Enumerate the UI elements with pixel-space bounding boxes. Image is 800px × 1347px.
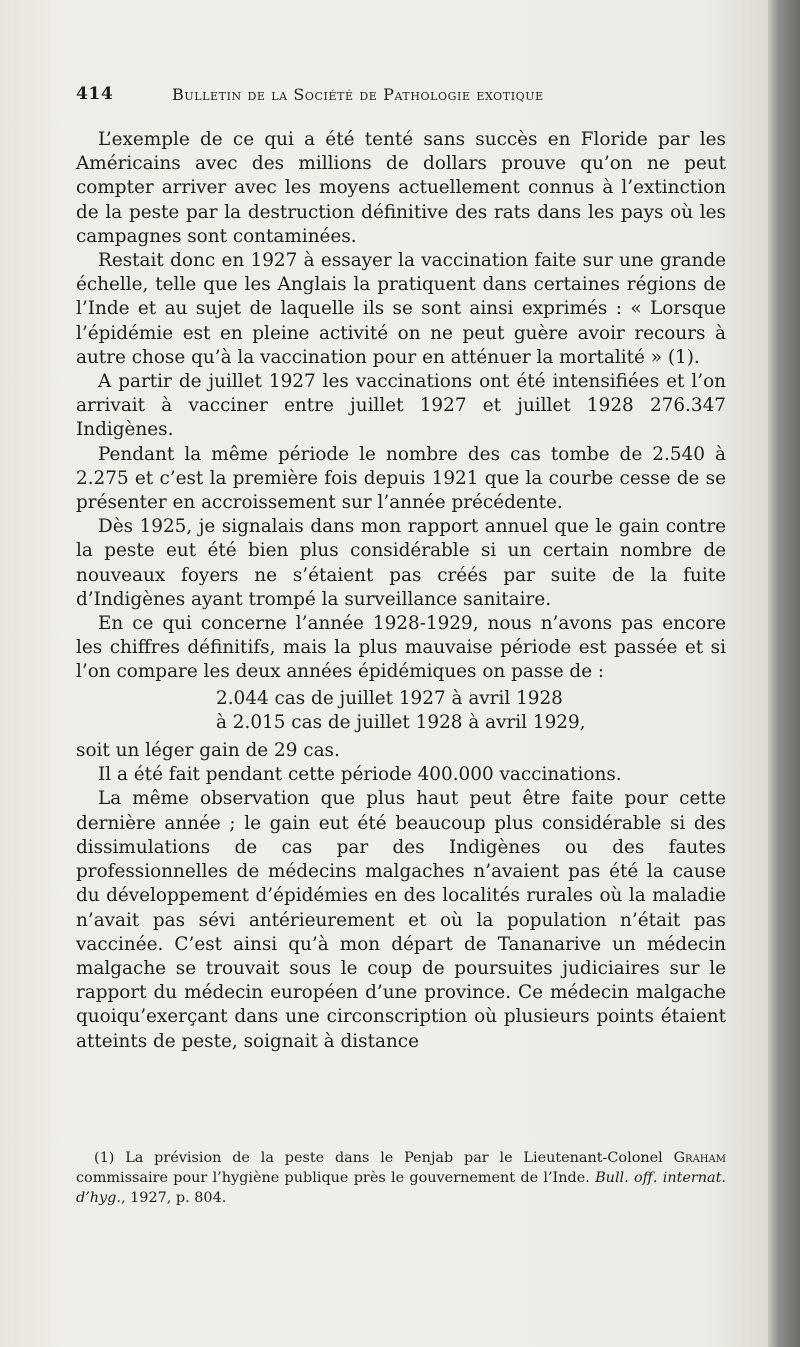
- paragraph-vaccinations-intensified: A partir de juillet 1927 les vaccinations ont été intensifiées et l’on arrivait à vacciner entre juillet 1927 et juillet 1928 276.347 Indigènes.: [76, 371, 726, 441]
- paragraph-observation: La même observation que plus haut peut être faite pour cette dernière année ; le gain eut été beaucoup plus considérable si des dissimulations de cas par des Indigènes ou des fautes professionnelles de médecins malgaches n’avaient pas été la cause du développement d’épidémies en des localités rurales où la maladie n’avait pas sévi antérieurement et où la population n’était pas vaccinée. C’est ainsi qu’à mon départ de Tananarive un médecin malgache se trouvait sous le coup de poursuites judiciaires sur le rapport du médecin européen d’une province. Ce médecin malgache quoiqu’exerçant dans une circonscription où plusieurs points étaient atteints de peste, soignait à distance: [76, 788, 726, 1052]
- paragraph-vaccination-count: Il a été fait pendant cette période 400.000 vaccinations.: [98, 764, 622, 786]
- running-title: Bulletin de la Société de Pathologie exotique: [172, 85, 544, 104]
- footnote-journal: Bull. off. internat. d’hyg.: [76, 1170, 726, 1206]
- footnote-reference: , 1927, p. 804.: [120, 1190, 227, 1206]
- footnote-text: [76, 1148, 726, 1208]
- paragraph-vaccination-1927: Restait donc en 1927 à essayer la vaccination faite sur une grande échelle, telle que les Anglais la pratiquent dans certaines régions de l’Inde et au sujet de laquelle ils se sont ainsi exprimés : « Lorsque l’épidémie est en pleine activité on ne peut guère avoir recours à autre chose qu’à la vaccination pour en atténuer la mortalité » (1).: [76, 250, 726, 368]
- page-header: [76, 84, 726, 108]
- paragraph-florida: L’exemple de ce qui a été tenté sans succès en Floride par les Américains avec des millions de dollars prouve qu’on ne peut compter arriver avec les moyens actuellement connus à l’extinction de la peste par la destruction définitive des rats dans les pays où les campagnes sont contaminées.: [76, 129, 726, 247]
- footnote-marker: (1): [94, 1150, 115, 1166]
- paragraph-case-decline: Pendant la même période le nombre des cas tombe de 2.540 à 2.275 et c’est la première fois depuis 1921 que la courbe cesse de se présenter en accroissement sur l’année précédente.: [76, 443, 726, 514]
- paragraph-1925-report: Dès 1925, je signalais dans mon rapport annuel que le gain contre la peste eut été bien plus considérable si un certain nombre de nouveaux foyers ne s’étaient pas créés par suite de la fuite d’Indigènes ayant trompé la surveillance sanitaire.: [76, 516, 726, 610]
- paragraph-gain: soit un léger gain de 29 cas.: [76, 740, 340, 762]
- footnote-author: Graham: [673, 1150, 726, 1166]
- footnote-role: commissaire pour l’hygiène publique près le gouvernement de l’Inde.: [76, 1170, 590, 1186]
- case-comparison: [76, 687, 726, 735]
- footnote-title: La prévision de la peste dans le Penjab par le Lieutenant-Colonel: [125, 1150, 663, 1166]
- body-text: [76, 128, 726, 1054]
- footnote: [76, 1148, 726, 1208]
- page-number: 414: [76, 84, 114, 104]
- paragraph-1928-1929: En ce qui concerne l’année 1928-1929, nous n’avons pas encore les chiffres définitifs, mais la plus mauvaise période est passée et si l’on compare les deux années épidémiques on passe de :: [76, 613, 726, 683]
- cases-1927-1928: 2.044 cas de juillet 1927 à avril 1928: [216, 687, 563, 709]
- cases-1928-1929: à 2.015 cas de juillet 1928 à avril 1929,: [216, 711, 586, 733]
- page-edge-shadow: [768, 0, 800, 1347]
